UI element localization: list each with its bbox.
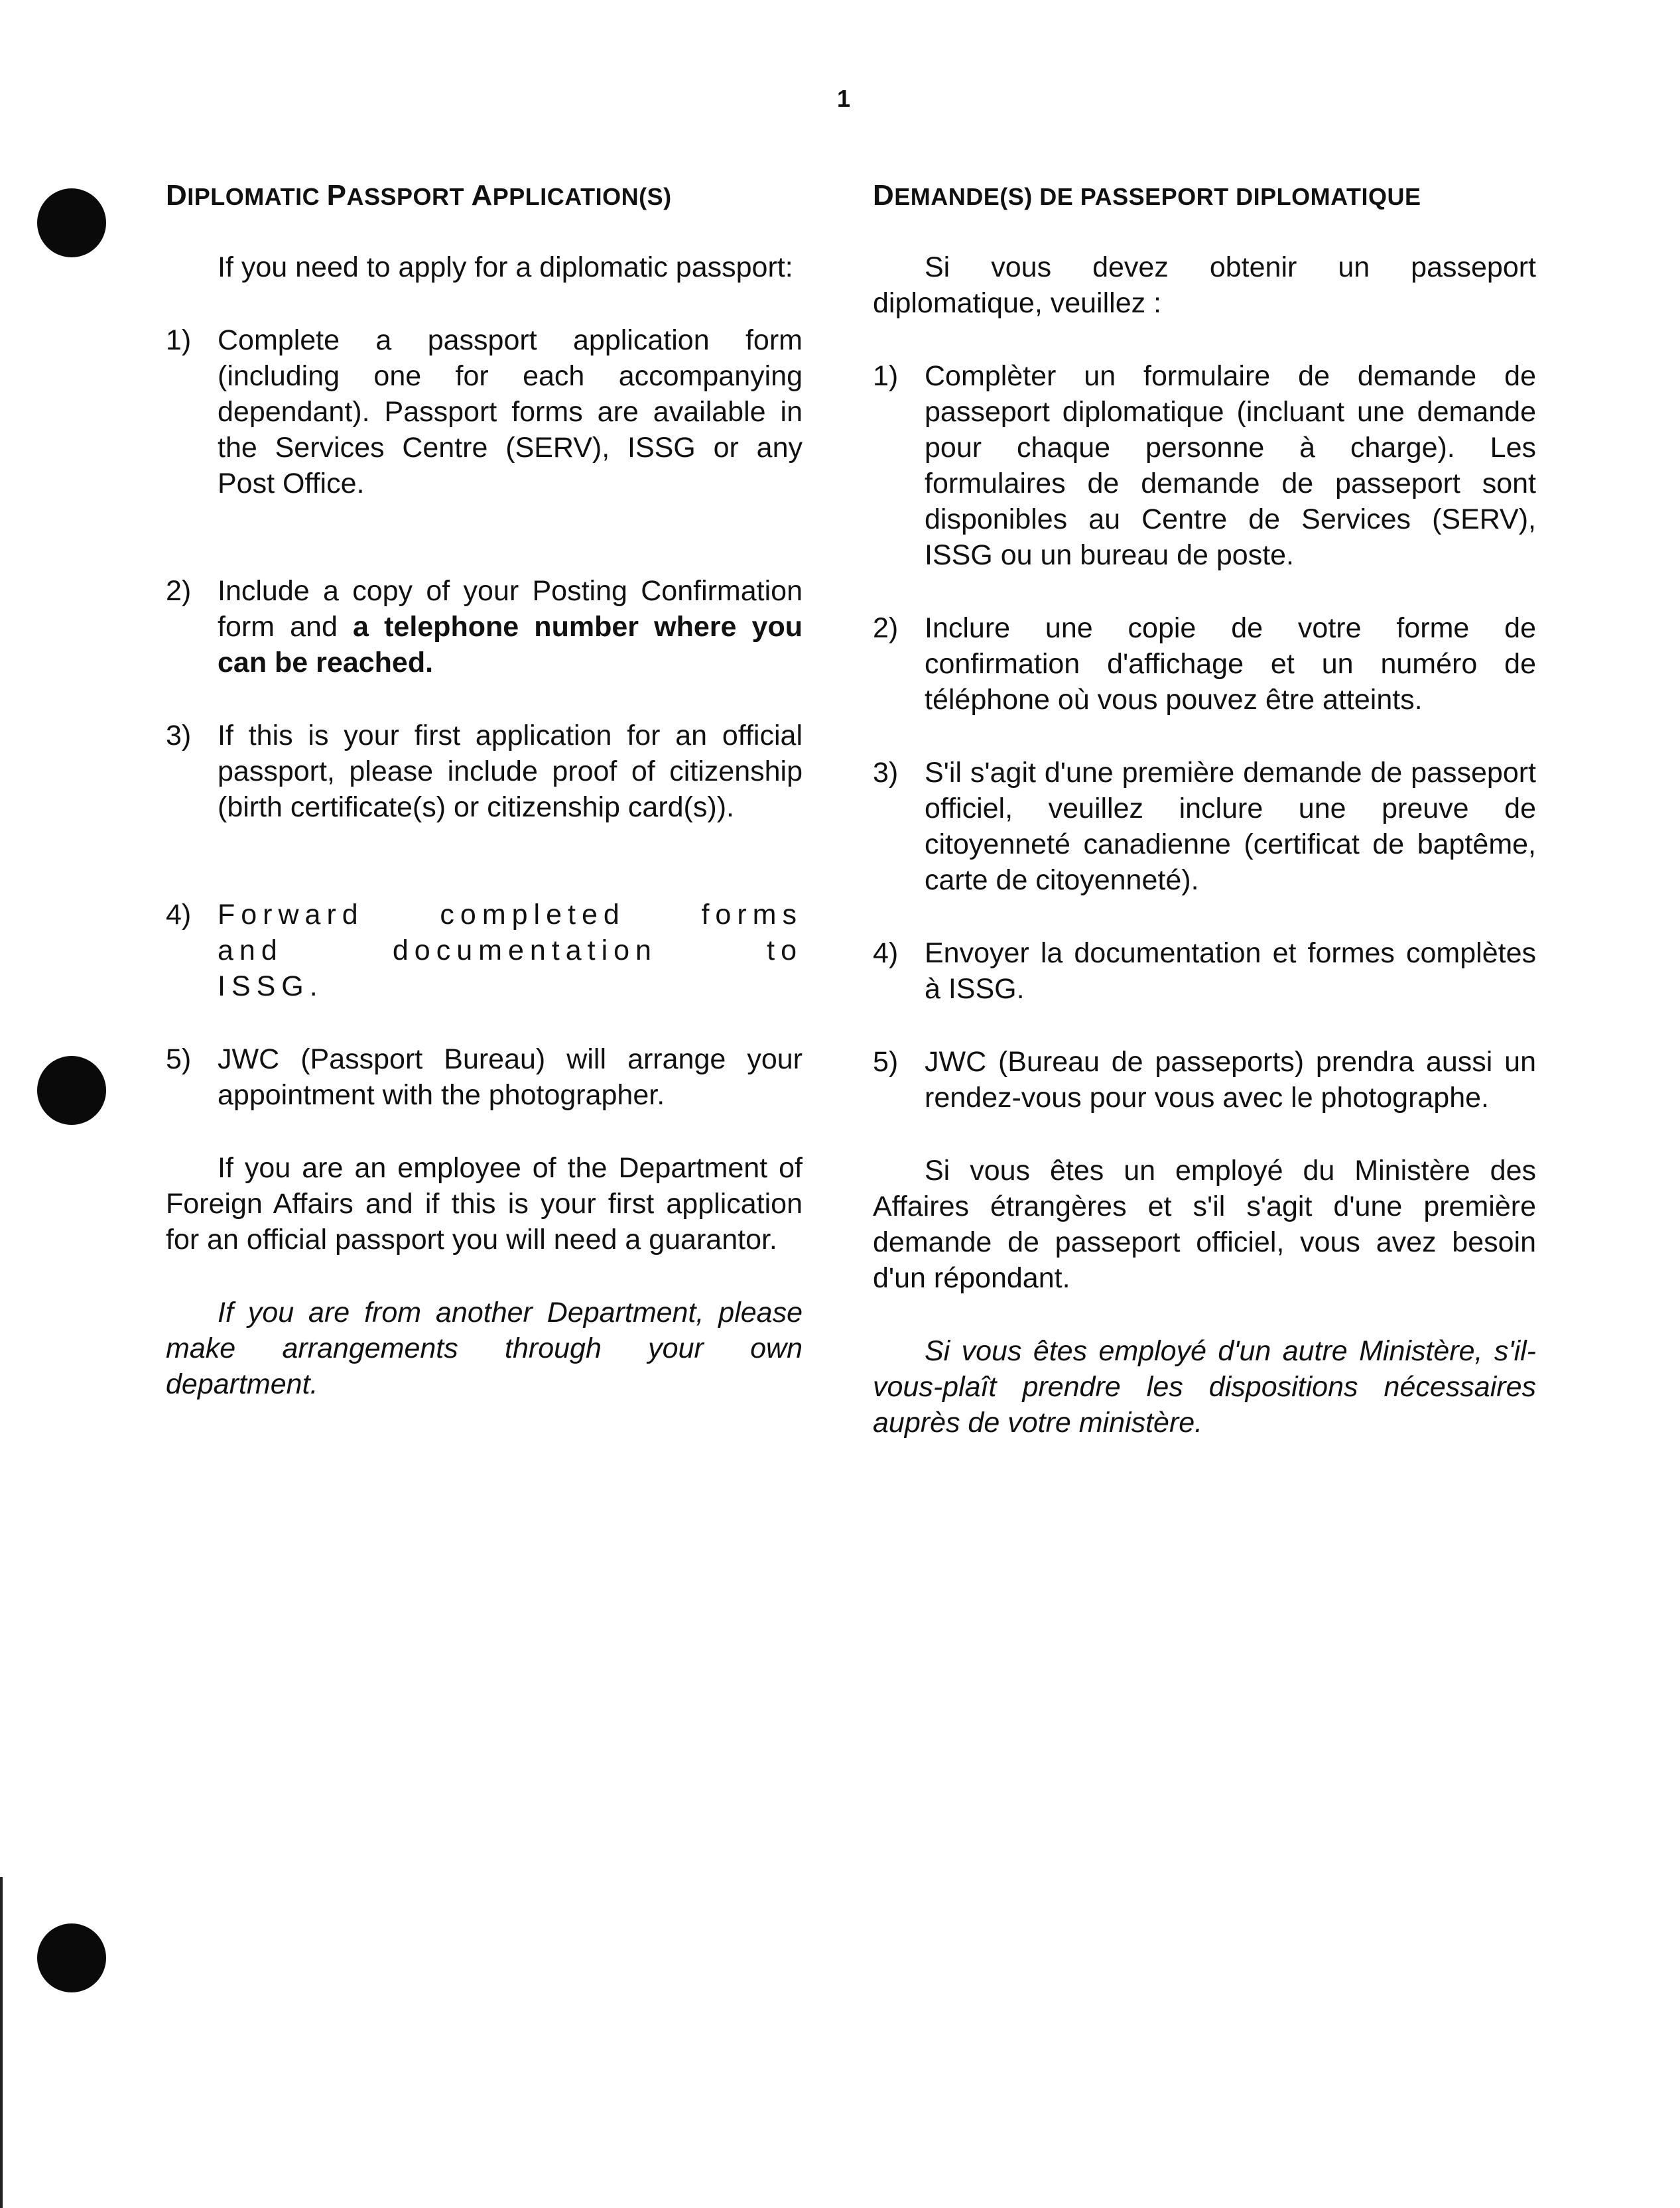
english-employee-note: If you are an employee of the Department of Foreign Affairs and if this is your first application for an official passport you will need a guarantor. (166, 1152, 803, 1256)
french-intro: Si vous devez obtenir un passeport diplomatique, veuillez : (873, 251, 1536, 319)
french-other-dept-note: Si vous êtes employé d'un autre Ministère, s'il-vous-plaît prendre les dispositions nécessaires auprès de votre ministère. (873, 1335, 1536, 1439)
english-step-5: 5) JWC (Passport Bureau) will arrange your appointment with the photographer. (166, 1043, 803, 1111)
french-step-5: 5) JWC (Bureau de passeports) prendra aussi un rendez-vous pour vous avec le photographe. (873, 1046, 1536, 1114)
binder-edge (0, 1877, 3, 2208)
english-intro: If you need to apply for a diplomatic passport: (218, 251, 793, 283)
french-step-1: 1) Complèter un formulaire de demande de passeport diplomatique (incluant une demande pour chaque personne à charge). Les formulaires de demande de passeport sont disponibles au Centre de Services (SERV), ISSG ou un bureau de poste. (873, 360, 1536, 571)
french-steps-list (873, 358, 1536, 1116)
english-column (166, 178, 803, 1402)
english-heading: DIPLOMATIC PASSPORT APPLICATION(S) (166, 179, 672, 212)
french-heading: DEMANDE(S) DE PASSEPORT DIPLOMATIQUE (873, 179, 1421, 212)
binder-hole-middle (37, 1056, 106, 1125)
page-number: 1 (837, 85, 851, 112)
french-column (873, 178, 1536, 1441)
french-employee-note: Si vous êtes un employé du Ministère des Affaires étrangères et s'il s'agit d'une première demande de passeport officiel, vous avez besoin d'un répondant. (873, 1155, 1536, 1294)
binder-hole-top (37, 188, 106, 257)
english-steps-list (166, 322, 803, 1113)
english-step-2: 2) Include a copy of your Posting Confirmation form and a telephone number where you can be reached. (166, 575, 803, 679)
english-step-1: 1) Complete a passport application form (including one for each accompanying dependant). Passport forms are available in the Services Centre (SERV), ISSG or any Post Office. (166, 324, 803, 499)
french-step-4: 4) Envoyer la documentation et formes complètes à ISSG. (873, 937, 1536, 1005)
binder-hole-bottom (37, 1923, 106, 1992)
english-step-3: 3) If this is your first application for an official passport, please include proof of citizenship (birth certificate(s) or citizenship card(s)). (166, 720, 803, 823)
french-step-3: 3) S'il s'agit d'une première demande de passeport officiel, veuillez inclure une preuve de citoyenneté canadienne (certificat de baptême, carte de citoyenneté). (873, 757, 1536, 896)
french-step-2: 2) Inclure une copie de votre forme de confirmation d'affichage et un numéro de téléphone où vous pouvez être atteints. (873, 612, 1536, 716)
english-step-4: 4) Forward completed forms and documentation to ISSG. (166, 899, 803, 1002)
telephone-emphasis: a telephone number where you can be reached. (218, 611, 803, 679)
english-other-dept-note: If you are from another Department, please make arrangements through your own department. (166, 1297, 803, 1400)
